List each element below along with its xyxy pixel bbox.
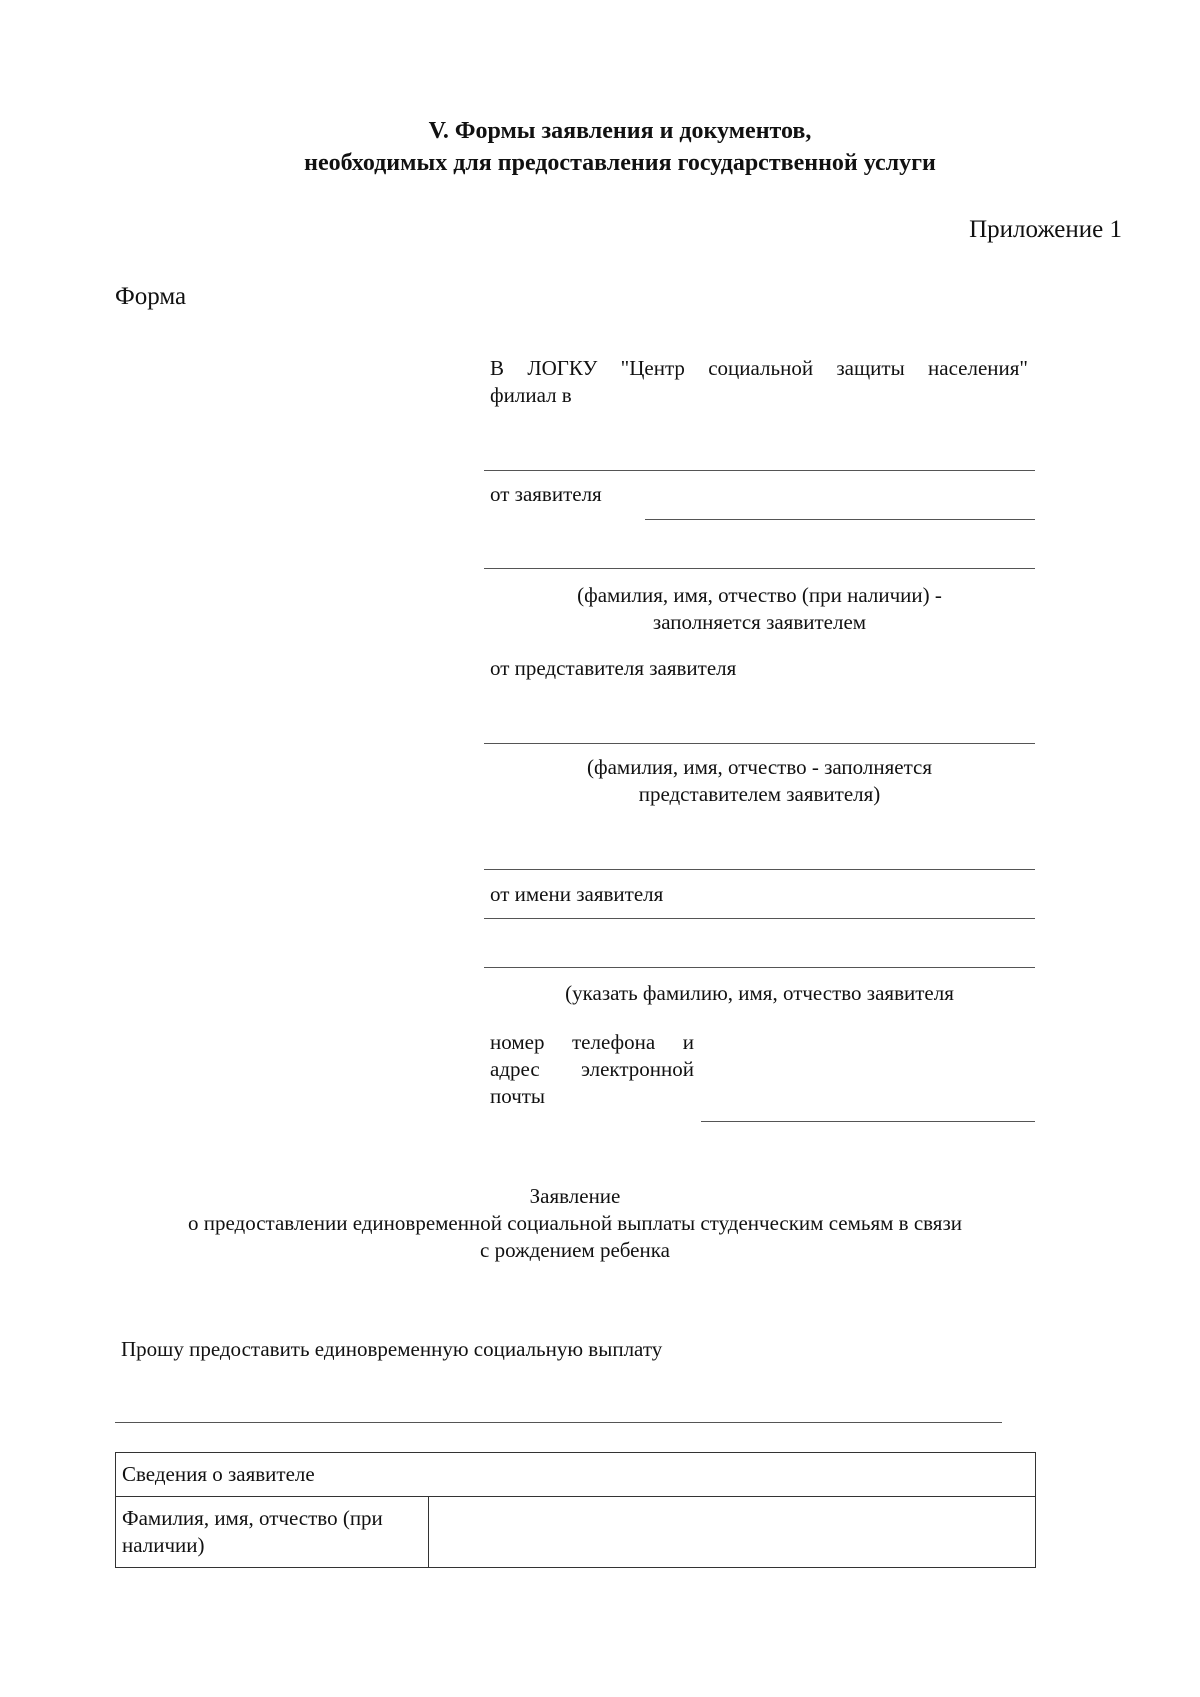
representative-hint-line-2: представителем заявителя) <box>638 782 881 806</box>
full-name-value-cell[interactable] <box>429 1497 1036 1568</box>
contact-line-2: адрес электронной <box>490 1057 694 1081</box>
branch-input-line[interactable] <box>484 470 1035 471</box>
representative-hint-line-1: (фамилия, имя, отчество - заполняется <box>587 755 932 779</box>
table-label-cell: Фамилия, имя, отчество (при наличии) <box>116 1497 429 1568</box>
table-row <box>116 1497 1036 1568</box>
applicant-hint <box>484 582 1035 636</box>
addressee-line-1: В ЛОГКУ "Центр социальной защиты населения" <box>490 356 1028 380</box>
applicant-info-table <box>115 1452 1036 1568</box>
table-header-row <box>116 1453 1036 1497</box>
request-text: Прошу предоставить единовременную социальную выплату <box>121 1337 663 1361</box>
section-title-line-2: необходимых для предоставления государственной услуги <box>304 150 936 176</box>
section-title-line-1: V. Формы заявления и документов, <box>428 118 812 144</box>
from-representative-label: от представителя заявителя <box>490 656 737 680</box>
statement-subject-line-1: о предоставлении единовременной социальной выплаты студенческим семьям в связи <box>187 1211 962 1235</box>
payment-input-line[interactable] <box>115 1422 1002 1423</box>
contact-label <box>490 1029 694 1110</box>
applicant-hint-line-1: (фамилия, имя, отчество (при наличии) - <box>577 583 942 607</box>
representative-name-input-line[interactable] <box>484 743 1035 744</box>
contact-line-1: номер телефона и <box>490 1030 694 1054</box>
statement-heading: Заявление <box>529 1184 621 1208</box>
section-title <box>0 115 1200 179</box>
statement-subject-line-2: с рождением ребенка <box>480 1238 670 1262</box>
table-header-cell: Сведения о заявителе <box>116 1453 1036 1497</box>
addressee-line-2: филиал в <box>490 383 572 407</box>
representative-extra-input-line[interactable] <box>484 869 1035 870</box>
on-behalf-input-line-2[interactable] <box>484 967 1035 968</box>
form-label: Форма <box>115 283 187 310</box>
contact-line-3: почты <box>490 1084 546 1108</box>
applicant-name-input-line-1[interactable] <box>645 519 1035 520</box>
applicant-hint-line-2: заполняется заявителем <box>652 610 867 634</box>
statement-subject <box>0 1210 1150 1264</box>
contact-input-line[interactable] <box>701 1121 1035 1122</box>
appendix-label: Приложение 1 <box>969 216 1122 243</box>
from-applicant-label: от заявителя <box>490 482 602 506</box>
on-behalf-input-line-1[interactable] <box>484 918 1035 919</box>
on-behalf-hint: (указать фамилию, имя, отчество заявителя <box>565 981 954 1005</box>
applicant-name-input-line-2[interactable] <box>484 568 1035 569</box>
representative-hint <box>484 754 1035 808</box>
on-behalf-label: от имени заявителя <box>490 882 664 906</box>
